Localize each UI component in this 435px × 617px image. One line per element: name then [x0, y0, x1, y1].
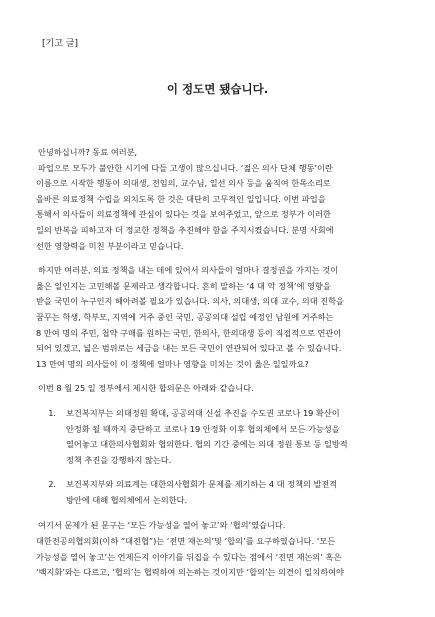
item-line: 보건복지부는 의대정원 확대, 공공의대 신설 추진을 수도권 코로나 19 확산이: [66, 407, 340, 418]
paragraph-line: 8 만여 명의 주민, 첩약 구매를 원하는 국민, 한의사, 한의대생 등이 직접적으로 연관이: [36, 327, 342, 338]
paragraph-line: 이름으로 시작한 행동이 의대생, 전임의, 교수님, 일선 의사 등을 움직여 한목소리로: [36, 178, 331, 189]
paragraph-line: 올바른 의료정책 수립을 외치도록 한 것은 대단히 고무적인 일입니다. 이번 파업을: [36, 193, 326, 204]
item-number: 2.: [48, 479, 56, 490]
paragraph-line: ‘백지화’와는 다르고, ‘협의’는 협력하여 의논하는 것이지만 ‘합의’는 의견이 일치하여야: [36, 567, 344, 578]
item-number: 1.: [48, 407, 56, 418]
paragraph-line: 통해서 의사들이 의료정책에 관심이 있다는 것을 보여주었고, 앞으로 정부가 이러한: [36, 209, 331, 220]
item-line: 열어놓고 대한의사협회와 협의한다. 협의 기간 중에는 의대 정원 통보 등 일방적: [66, 439, 348, 450]
paragraph-line: 일의 반복을 피하고자 더 정교한 정책을 추진해야 함을 주지시켰습니다. 분명 사회에: [36, 224, 334, 235]
paragraph-line: 꿈꾸는 학생, 학부모, 지역에 거주 중인 국민, 공공의대 설립 예정인 남원에 거주하는: [36, 311, 334, 322]
paragraph-line: 옳은 일인지는 고민해볼 문제라고 생각합니다. 흔히 말하는 ‘4 대 악 정책’에 영향을: [36, 280, 331, 291]
article-label: [기고 글]: [42, 39, 78, 49]
agreement-list: [36, 406, 399, 509]
paragraph-line: 가능성을 열어 놓고’는 언제든지 이야기를 뒤집을 수 있다는 점에서 ‘전면 재논의’ 혹은: [36, 551, 342, 562]
paragraph-line: 13 만여 명의 의사들이 이 정책에 얼마나 영향을 미치는 것이 옳은 일일까요?: [36, 358, 309, 369]
agreement-item: [36, 477, 399, 508]
paragraph-line: 선한 영향력을 미친 부분이라고 믿습니다.: [36, 240, 184, 251]
item-text: [66, 477, 399, 508]
paragraph-line: 안녕하십니까? 동료 여러분,: [38, 147, 138, 157]
paragraph-line: 하지만 여러분, 의료 정책을 내는 데에 있어서 의사들이 얼마나 결정권을 가지는 것이: [38, 265, 339, 276]
closing-paragraph: [36, 518, 399, 580]
paragraph-line: 받을 국민이 누구인지 헤아려볼 필요가 있습니다. 의사, 의대생, 의대 교수, 의대 진학을: [36, 296, 344, 307]
paragraph: [36, 381, 399, 397]
item-line: 방안에 대해 협의체에서 논의한다.: [66, 494, 188, 505]
agreement-item: [36, 406, 399, 468]
paragraph-line: 대한전공의협의회(이하 “대전협”)는 ‘전면 재논의’및 ‘합의’를 요구하였습니다. ‘모든: [36, 536, 336, 547]
item-line: 안정화 될 때까지 중단하고 코로나 19 안정화 이후 협의체에서 모든 가능성을: [66, 423, 340, 434]
paragraph-line: 이번 8 월 25 일 정부에서 제시한 합의문은 아래와 같습니다.: [38, 383, 254, 394]
paragraph-line: 파업으로 모두가 불안한 시기에 다들 고생이 많으십니다. ‘젊은 의사 단체 행동’이란: [38, 162, 333, 173]
item-line: 정책 추진을 강행하지 않는다.: [66, 454, 172, 465]
paragraph: [36, 145, 399, 254]
paragraph-line: 되어 있겠고, 넓은 범위로는 세금을 내는 모든 국민이 연관되어 있다고 볼 수 있습니다.: [36, 343, 342, 354]
intro-paragraphs: [36, 145, 399, 397]
paragraph: [36, 263, 399, 372]
item-text: [66, 406, 399, 468]
article-title: 이 정도면 됐습니다.: [166, 82, 269, 96]
item-line: 보건복지부와 의료계는 대한의사협회가 문제를 제기하는 4 대 정책의 발전적: [66, 479, 338, 490]
paragraph-line: 여기서 문제가 된 문구는 ‘모든 가능성을 열어 놓고’와 ‘협의’였습니다.: [38, 520, 286, 531]
